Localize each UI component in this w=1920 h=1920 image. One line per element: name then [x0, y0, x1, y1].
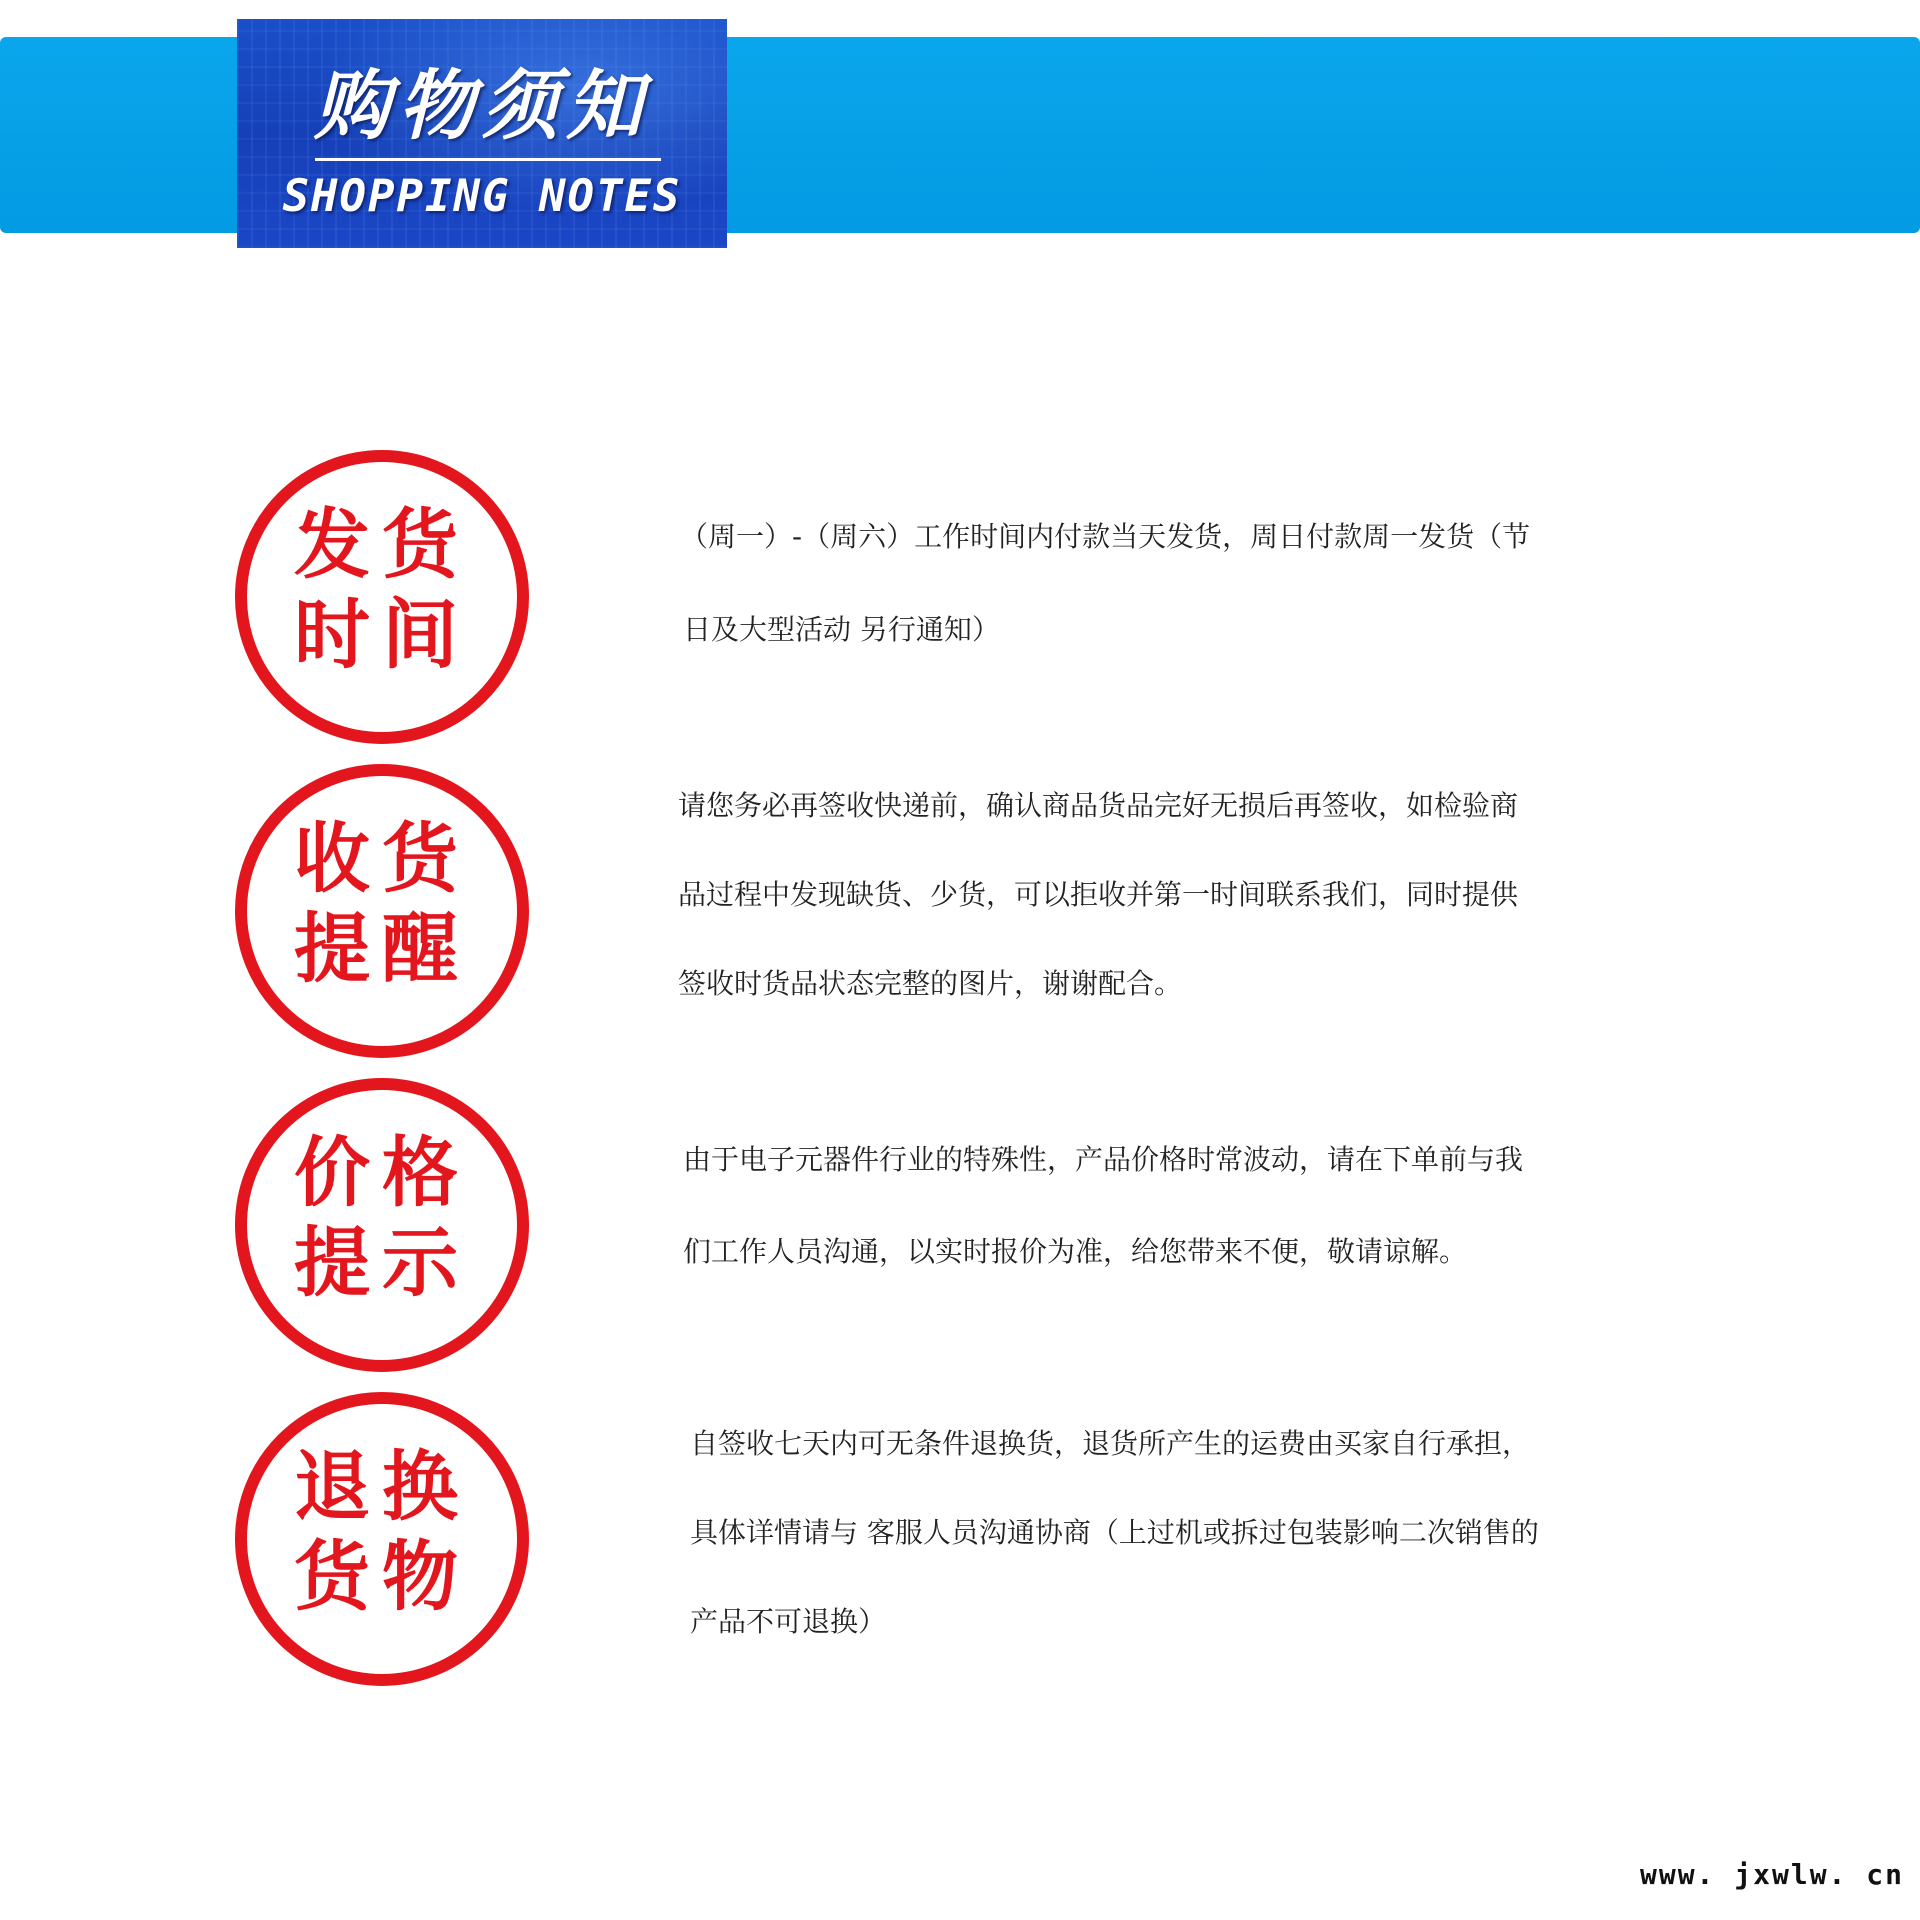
stamp-text-line-1: 收货: [294, 814, 470, 903]
text-line: 请您务必再签收快递前，确认商品货品完好无损后再签收，如检验商: [678, 789, 1519, 822]
stamp-returns-exchanges: [235, 1392, 529, 1686]
stamp-receiving-reminder: [235, 764, 529, 1058]
title-divider: [315, 158, 661, 161]
text-line: 日及大型活动 另行通知）: [683, 613, 1000, 646]
stamp-text-line-1: 发货: [294, 500, 470, 589]
stamp-text-line-1: 退换: [294, 1442, 470, 1531]
stamp-price-notice: [235, 1078, 529, 1372]
text-line: 们工作人员沟通，以实时报价为准，给您带来不便，敬请谅解。: [683, 1235, 1468, 1268]
text-line: 签收时货品状态完整的图片，谢谢配合。: [678, 967, 1183, 1000]
text-line: 由于电子元器件行业的特殊性，产品价格时常波动，请在下单前与我: [683, 1143, 1524, 1176]
text-line: 品过程中发现缺货、少货，可以拒收并第一时间联系我们，同时提供: [678, 878, 1519, 911]
stamp-shipping-time: [235, 450, 529, 744]
shopping-notes-title-box: [237, 19, 727, 248]
stamp-text-line-2: 时间: [294, 590, 470, 679]
footer-website-url: www. jxwlw. cn: [1639, 1858, 1904, 1891]
stamp-text-line-2: 提醒: [294, 904, 470, 993]
text-line: 具体详情请与 客服人员沟通协商（上过机或拆过包装影响二次销售的: [690, 1516, 1539, 1549]
title-chinese: 购物须知: [314, 61, 650, 150]
stamp-text-line-1: 价格: [294, 1128, 470, 1217]
text-line: 自签收七天内可无条件退换货，退货所产生的运费由买家自行承担，: [690, 1427, 1531, 1460]
stamp-text-line-2: 货物: [294, 1532, 470, 1621]
title-english: SHOPPING NOTES: [282, 171, 682, 222]
text-line: （周一）-（周六）工作时间内付款当天发货，周日付款周一发货（节: [680, 520, 1531, 553]
text-line: 产品不可退换）: [690, 1605, 887, 1638]
stamp-text-line-2: 提示: [294, 1218, 470, 1307]
